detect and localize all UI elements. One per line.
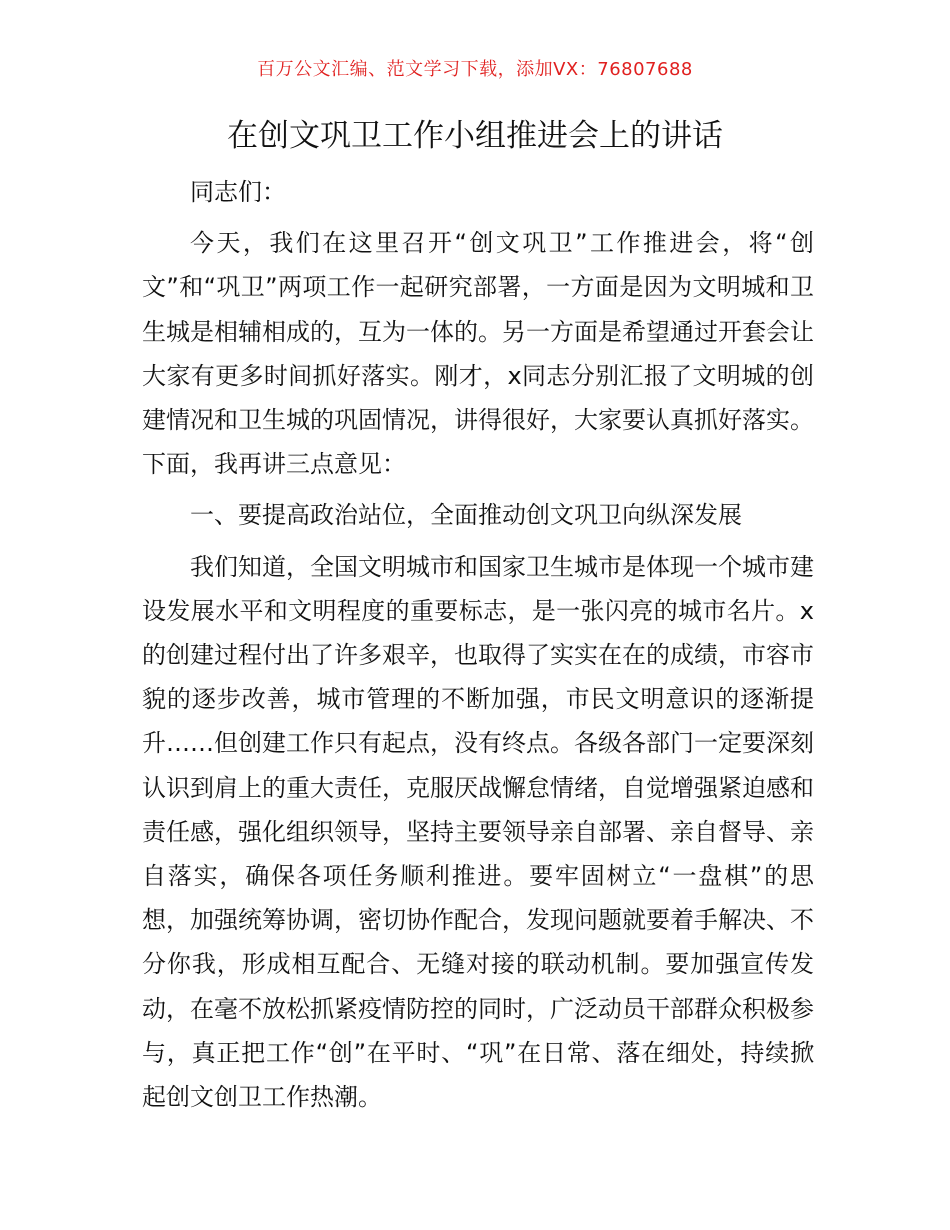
- section-heading: 一、要提高政治站位，全面推动创文巩卫向纵深发展: [190, 501, 742, 530]
- document-title: 在创文巩卫工作小组推进会上的讲话: [227, 118, 723, 154]
- watermark-banner: 百万公文汇编、范文学习下载，添加VX：76807688: [257, 59, 693, 80]
- document-body: [142, 170, 814, 1119]
- salutation: 同志们：: [190, 178, 286, 206]
- body-paragraph: 今天，我们在这里召开“创文巩卫”工作推进会，将“创文”和“巩卫”两项工作一起研究部署，一方面是因为文明城和卫生城是相辅相成的，互为一体的。另一方面是希望通过开套会让大家有更多时间抓好落实。刚才，x同志分别汇报了文明城的创建情况和卫生城的巩固情况，讲得很好，大家要认真抓好落实。下面，我再讲三点意见：: [142, 229, 814, 479]
- body-paragraph: 我们知道，全国文明城市和国家卫生城市是体现一个城市建设发展水平和文明程度的重要标志，是一张闪亮的城市名片。x的创建过程付出了许多艰辛，也取得了实实在在的成绩，市容市貌的逐步改善，城市管理的不断加强，市民文明意识的逐渐提升……但创建工作只有起点，没有终点。各级各部门一定要深刻认识到肩上的重大责任，克服厌战懈怠情绪，自觉增强紧迫感和责任感，强化组织领导，坚持主要领导亲自部署、亲自督导、亲自落实，确保各项任务顺利推进。要牢固树立“一盘棋”的思想，加强统筹协调，密切协作配合，发现问题就要着手解决、不分你我，形成相互配合、无缝对接的联动机制。要加强宣传发动，在毫不放松抓紧疫情防控的同时，广泛动员干部群众积极参与，真正把工作“创”在平时、“巩”在日常、落在细处，持续掀起创文创卫工作热潮。: [142, 552, 814, 1112]
